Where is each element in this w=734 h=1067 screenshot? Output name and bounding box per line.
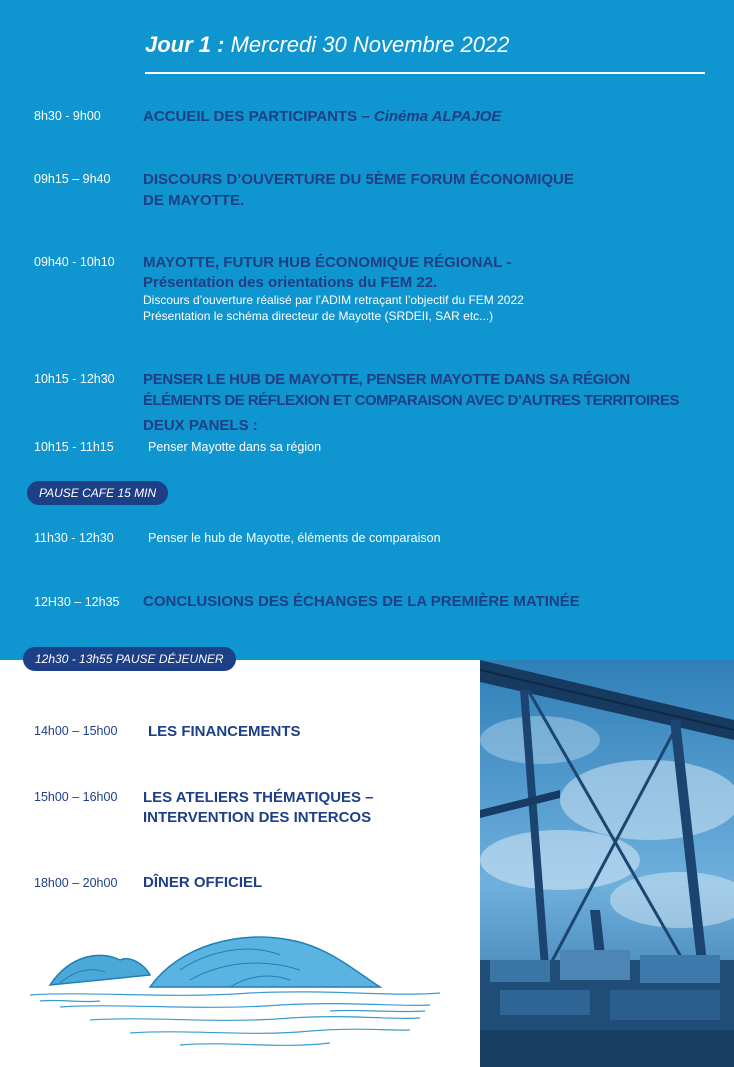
time-slot: 09h15 – 9h40 [34, 172, 111, 186]
time-slot: 11h30 - 12h30 [34, 531, 114, 545]
session-detail: Penser le hub de Mayotte, éléments de comparaison [148, 531, 441, 545]
session-detail: Présentation le schéma directeur de Mayotte (SRDEII, SAR etc...) [143, 309, 494, 323]
session-title: DÎNER OFFICIEL [143, 874, 263, 891]
time-slot: 10h15 - 11h15 [34, 440, 114, 454]
session-title: MAYOTTE, FUTUR HUB ÉCONOMIQUE RÉGIONAL - [143, 254, 512, 271]
heading-rule [145, 72, 705, 74]
session-title: DE MAYOTTE. [143, 192, 245, 209]
time-slot: 8h30 - 9h00 [34, 109, 101, 123]
session-detail: Penser Mayotte dans sa région [148, 440, 322, 454]
session-title: ACCUEIL DES PARTICIPANTS – Cinéma ALPAJOE [143, 108, 502, 125]
session-title: CONCLUSIONS DES ÉCHANGES DE LA PREMIÈRE MATINÉE [143, 593, 580, 610]
session-title: INTERVENTION DES INTERCOS [143, 809, 372, 826]
session-title: PENSER LE HUB DE MAYOTTE, PENSER MAYOTTE DANS SA RÉGION [143, 371, 630, 388]
port-crane-photo [480, 660, 734, 1067]
lunch-break-badge: 12h30 - 13h55 PAUSE DÉJEUNER [23, 647, 236, 671]
session-detail: Discours d’ouverture réalisé par l’ADIM retraçant l’objectif du FEM 2022 [143, 293, 524, 307]
time-slot: 14h00 – 15h00 [34, 724, 118, 738]
coffee-break-badge: PAUSE CAFE 15 MIN [27, 481, 168, 505]
session-title: DISCOURS D’OUVERTURE DU 5ÈME FORUM ÉCONOMIQUE [143, 171, 574, 188]
time-slot: 10h15 - 12h30 [34, 372, 115, 386]
time-slot: 15h00 – 16h00 [34, 790, 118, 804]
island-illustration [30, 925, 440, 1055]
session-title: LES FINANCEMENTS [148, 723, 301, 740]
session-title: DEUX PANELS : [143, 417, 258, 434]
session-title: Présentation des orientations du FEM 22. [143, 274, 438, 291]
day-heading: Jour 1 : Mercredi 30 Novembre 2022 [145, 32, 510, 57]
time-slot: 18h00 – 20h00 [34, 876, 118, 890]
session-title: LES ATELIERS THÉMATIQUES – [143, 789, 374, 806]
time-slot: 09h40 - 10h10 [34, 255, 115, 269]
session-title: ÉLÉMENTS DE RÉFLEXION ET COMPARAISON AVEC D’AUTRES TERRITOIRES [143, 392, 679, 409]
time-slot: 12H30 – 12h35 [34, 595, 120, 609]
